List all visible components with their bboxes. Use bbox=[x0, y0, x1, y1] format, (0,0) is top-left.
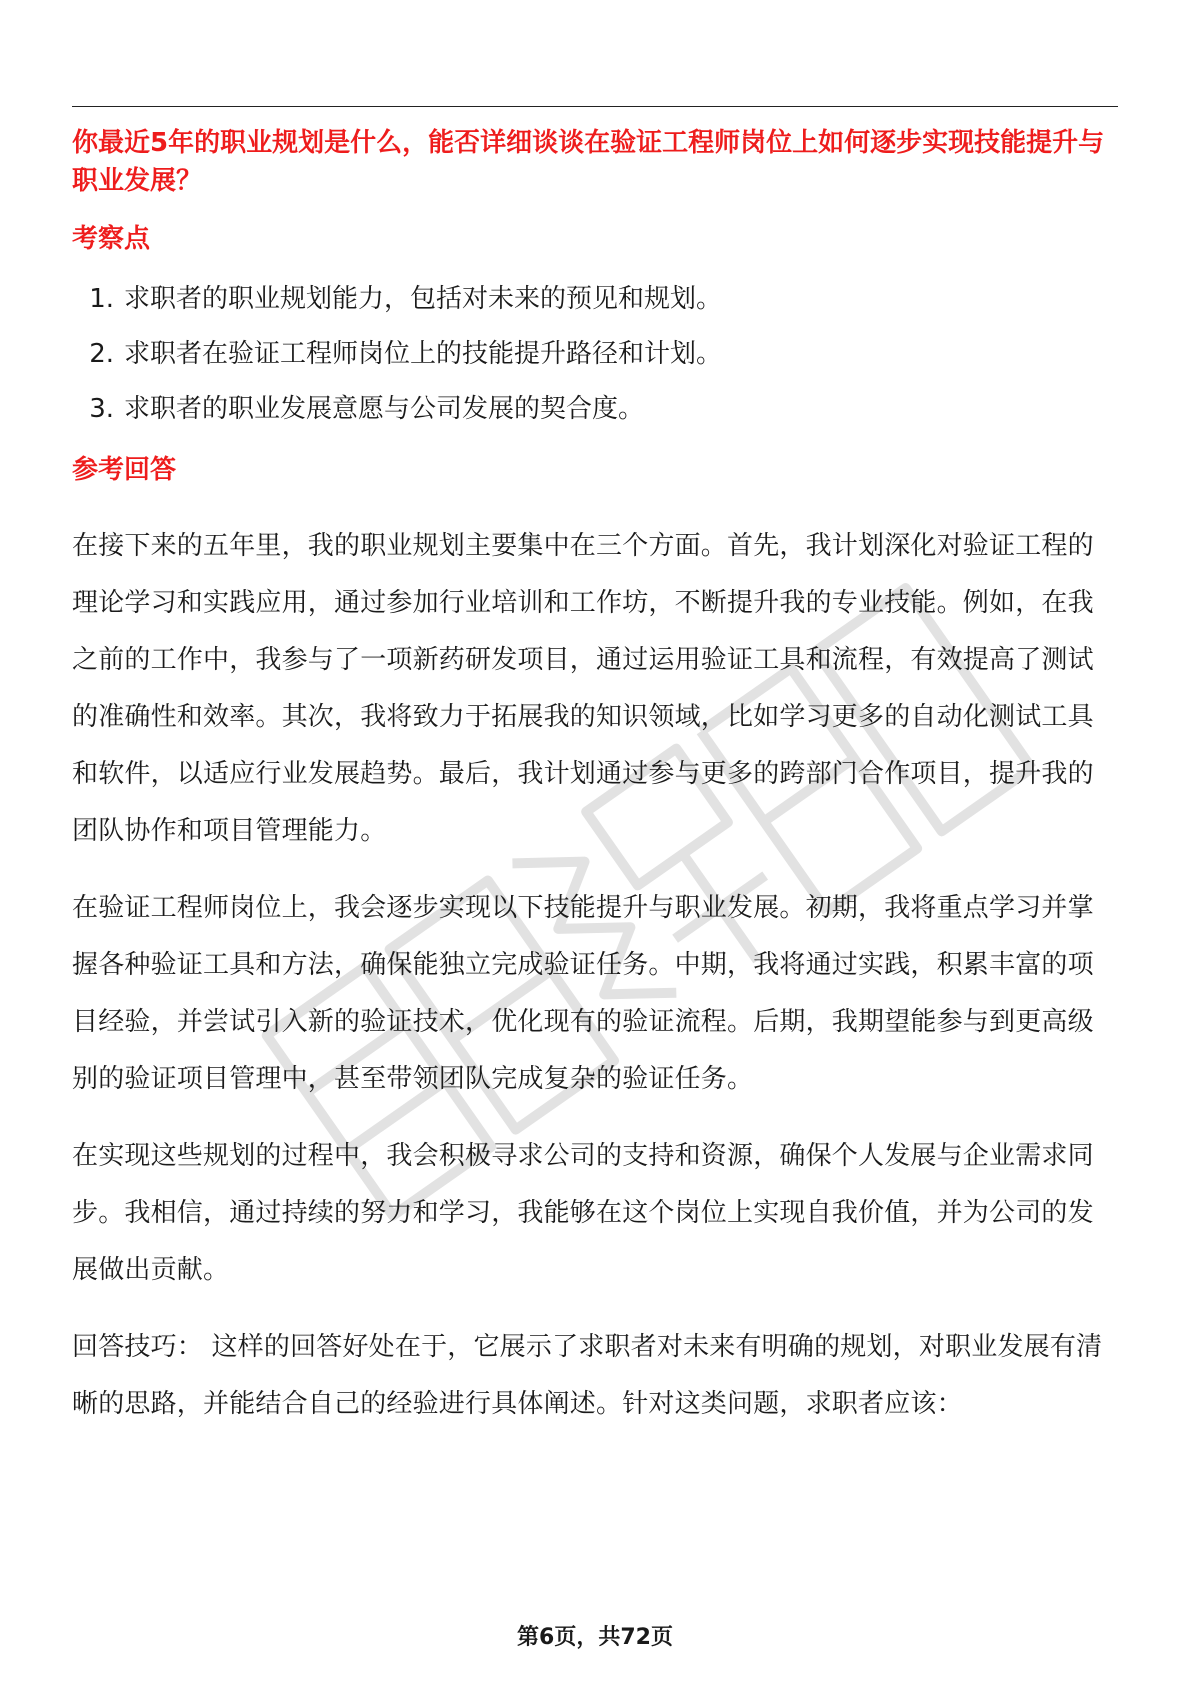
answer-paragraph: 在接下来的五年里，我的职业规划主要集中在三个方面。首先，我计划深化对验证工程的理论学习和实践应用，通过参加行业培训和工作坊，不断提升我的专业技能。例如，在我之前的工作中，我参与了一项新药研发项目，通过运用验证工具和流程，有效提高了测试的准确性和效率。其次，我将致力于拓展我的知识领域，比如学习更多的自动化测试工具和软件，以适应行业发展趋势。最后，我计划通过参与更多的跨部门合作项目，提升我的团队协作和项目管理能力。 bbox=[72, 531, 1094, 846]
page-number: 第6页，共72页 bbox=[517, 1625, 673, 1650]
list-item bbox=[72, 335, 1118, 373]
answer-paragraph: 在验证工程师岗位上，我会逐步实现以下技能提升与职业发展。初期，我将重点学习并掌握各种验证工具和方法，确保能独立完成验证任务。中期，我将通过实践，积累丰富的项目经验，并尝试引入新的验证技术，优化现有的验证流程。后期，我期望能参与到更高级别的验证项目管理中，甚至带领团队完成复杂的验证任务。 bbox=[72, 893, 1094, 1094]
list-item-number: 1. bbox=[89, 284, 114, 314]
list-item-number: 2. bbox=[89, 339, 114, 369]
question-title: 你最近5年的职业规划是什么，能否详细谈谈在验证工程师岗位上如何逐步实现技能提升与职业发展？ bbox=[72, 128, 1105, 196]
examination-points-list bbox=[72, 280, 1118, 428]
list-item-text: 求职者在验证工程师岗位上的技能提升路径和计划。 bbox=[124, 339, 723, 369]
main-content bbox=[72, 124, 1118, 1433]
top-divider bbox=[72, 106, 1118, 107]
list-item-text: 求职者的职业发展意愿与公司发展的契合度。 bbox=[124, 394, 645, 424]
list-item bbox=[72, 280, 1118, 318]
list-item bbox=[72, 390, 1118, 428]
list-item-text: 求职者的职业规划能力，包括对未来的预见和规划。 bbox=[124, 284, 723, 314]
answer-tips-paragraph: 回答技巧： 这样的回答好处在于，它展示了求职者对未来有明确的规划，对职业发展有清晰的思路，并能结合自己的经验进行具体阐述。针对这类问题，求职者应该： bbox=[72, 1332, 1103, 1419]
reference-answer-heading: 参考回答 bbox=[72, 455, 177, 485]
list-item-number: 3. bbox=[89, 394, 114, 424]
answer-paragraph: 在实现这些规划的过程中，我会积极寻求公司的支持和资源，确保个人发展与企业需求同步。我相信，通过持续的努力和学习，我能够在这个岗位上实现自我价值，并为公司的发展做出贡献。 bbox=[72, 1141, 1094, 1285]
examination-points-heading: 考察点 bbox=[72, 224, 151, 254]
